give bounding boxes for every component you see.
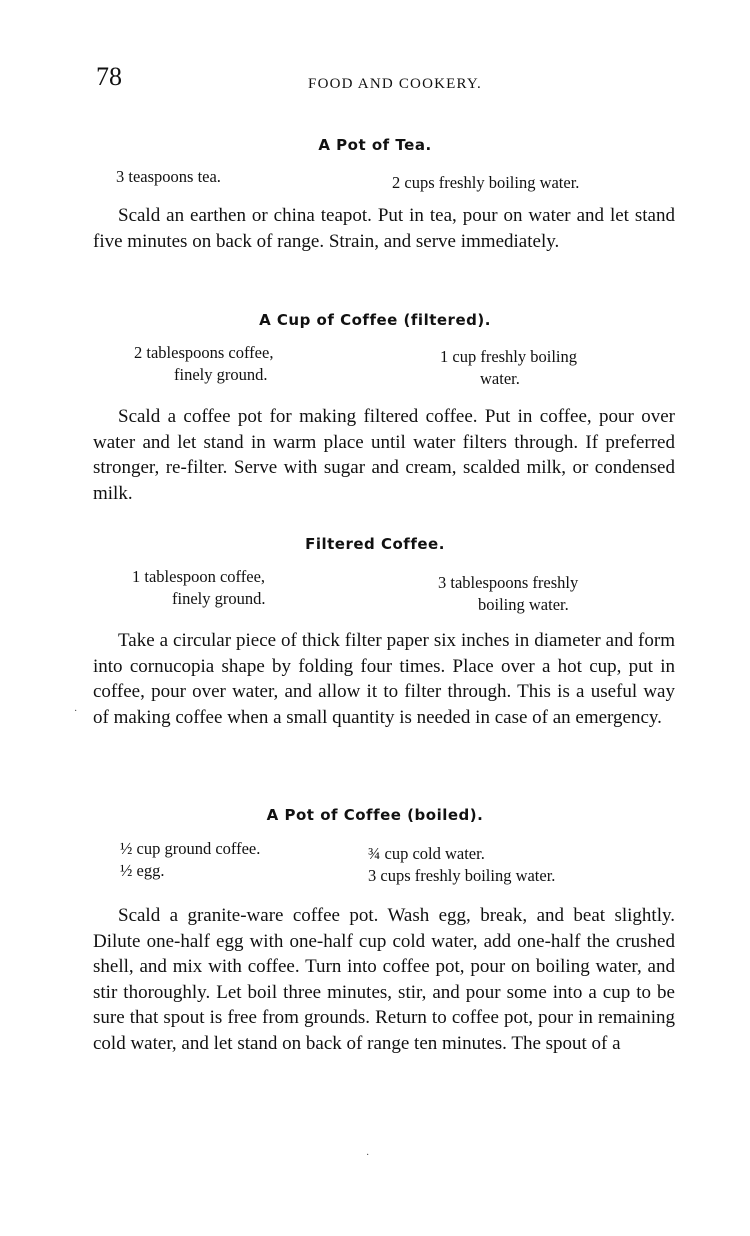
ingredient-line: ½ cup ground coffee. <box>120 839 261 858</box>
ingredient-line: 1 tablespoon coffee, <box>132 567 266 586</box>
ingredient-line-continued: finely ground. <box>172 589 266 608</box>
ingredient-line: 3 tablespoons freshly <box>438 573 579 592</box>
recipe-title-text: A Pot of Tea. <box>318 136 432 154</box>
print-speck: · <box>74 706 78 717</box>
ingredients-right-pot-of-coffee <box>368 843 555 887</box>
instructions-cup-of-coffee: Scald a coffee pot for making filtered coffee. Put in coffee, pour over water and let stand in warm place until water filters through. If preferred stronger, re-filter. Serve with sugar and cream, scalded milk, or condensed milk. <box>93 406 675 504</box>
recipe-title-text: A Cup of Coffee (filtered). <box>259 311 491 329</box>
page-number: 78 <box>96 62 122 91</box>
instructions-pot-of-coffee: Scald a granite-ware coffee pot. Wash egg, break, and beat slightly. Dilute one-half egg with one-half cup cold water, add one-half the crushed shell, and mix with coffee. Turn into coffee pot, pour on boiling water, and stir thoroughly. Let boil three minutes, stir, and pour some into a cup to be sure that spout is free from grounds. Return to coffee pot, pour in remaining cold water, and let stand on back of range ten minutes. The spout of a <box>93 905 675 1054</box>
ingredient-line-continued: finely ground. <box>174 365 268 384</box>
ingredient-line-continued: boiling water. <box>478 595 569 614</box>
ingredients-right-pot-of-tea <box>392 172 579 194</box>
ingredient-line-continued: water. <box>480 369 520 388</box>
recipe-title-cup-of-coffee <box>0 311 750 329</box>
recipe-title-filtered-coffee <box>0 535 750 553</box>
ingredients-left-filtered-coffee <box>132 566 265 610</box>
print-speck: · <box>366 1150 370 1161</box>
ingredient-line-second: 3 cups freshly boiling water. <box>368 866 556 885</box>
instructions-pot-of-tea: Scald an earthen or china teapot. Put in tea, pour on water and let stand five minutes on back of range. Strain, and serve immediately. <box>93 205 675 252</box>
ingredients-left-cup-of-coffee <box>134 342 273 386</box>
running-title-text: FOOD AND COOKERY. <box>308 76 482 92</box>
running-title <box>0 76 750 93</box>
instructions-filtered-coffee: Take a circular piece of thick filter paper six inches in diameter and form into cornucopia shape by folding four times. Place over a hot cup, put in coffee, pour over water, and allow it to filter through. This is a useful way of making coffee when a small quantity is needed in case of an emergency. <box>93 630 675 728</box>
recipe-title-text: Filtered Coffee. <box>305 535 445 553</box>
ingredients-right-cup-of-coffee <box>440 346 577 390</box>
recipe-title-pot-of-tea <box>0 136 750 154</box>
ingredient-line: ¾ cup cold water. <box>368 844 485 863</box>
ingredient-line: 2 cups freshly boiling water. <box>392 173 580 192</box>
ingredient-line: 1 cup freshly boiling <box>440 347 578 366</box>
ingredients-right-filtered-coffee <box>438 572 578 616</box>
ingredients-left-pot-of-tea <box>116 166 221 188</box>
ingredients-left-pot-of-coffee <box>120 838 260 882</box>
ingredient-line-second: ½ egg. <box>120 861 165 880</box>
ingredient-line: 2 tablespoons coffee, <box>134 343 274 362</box>
ingredient-line: 3 teaspoons tea. <box>116 167 221 186</box>
recipe-title-pot-of-coffee <box>0 806 750 824</box>
recipe-title-text: A Pot of Coffee (boiled). <box>266 806 484 824</box>
